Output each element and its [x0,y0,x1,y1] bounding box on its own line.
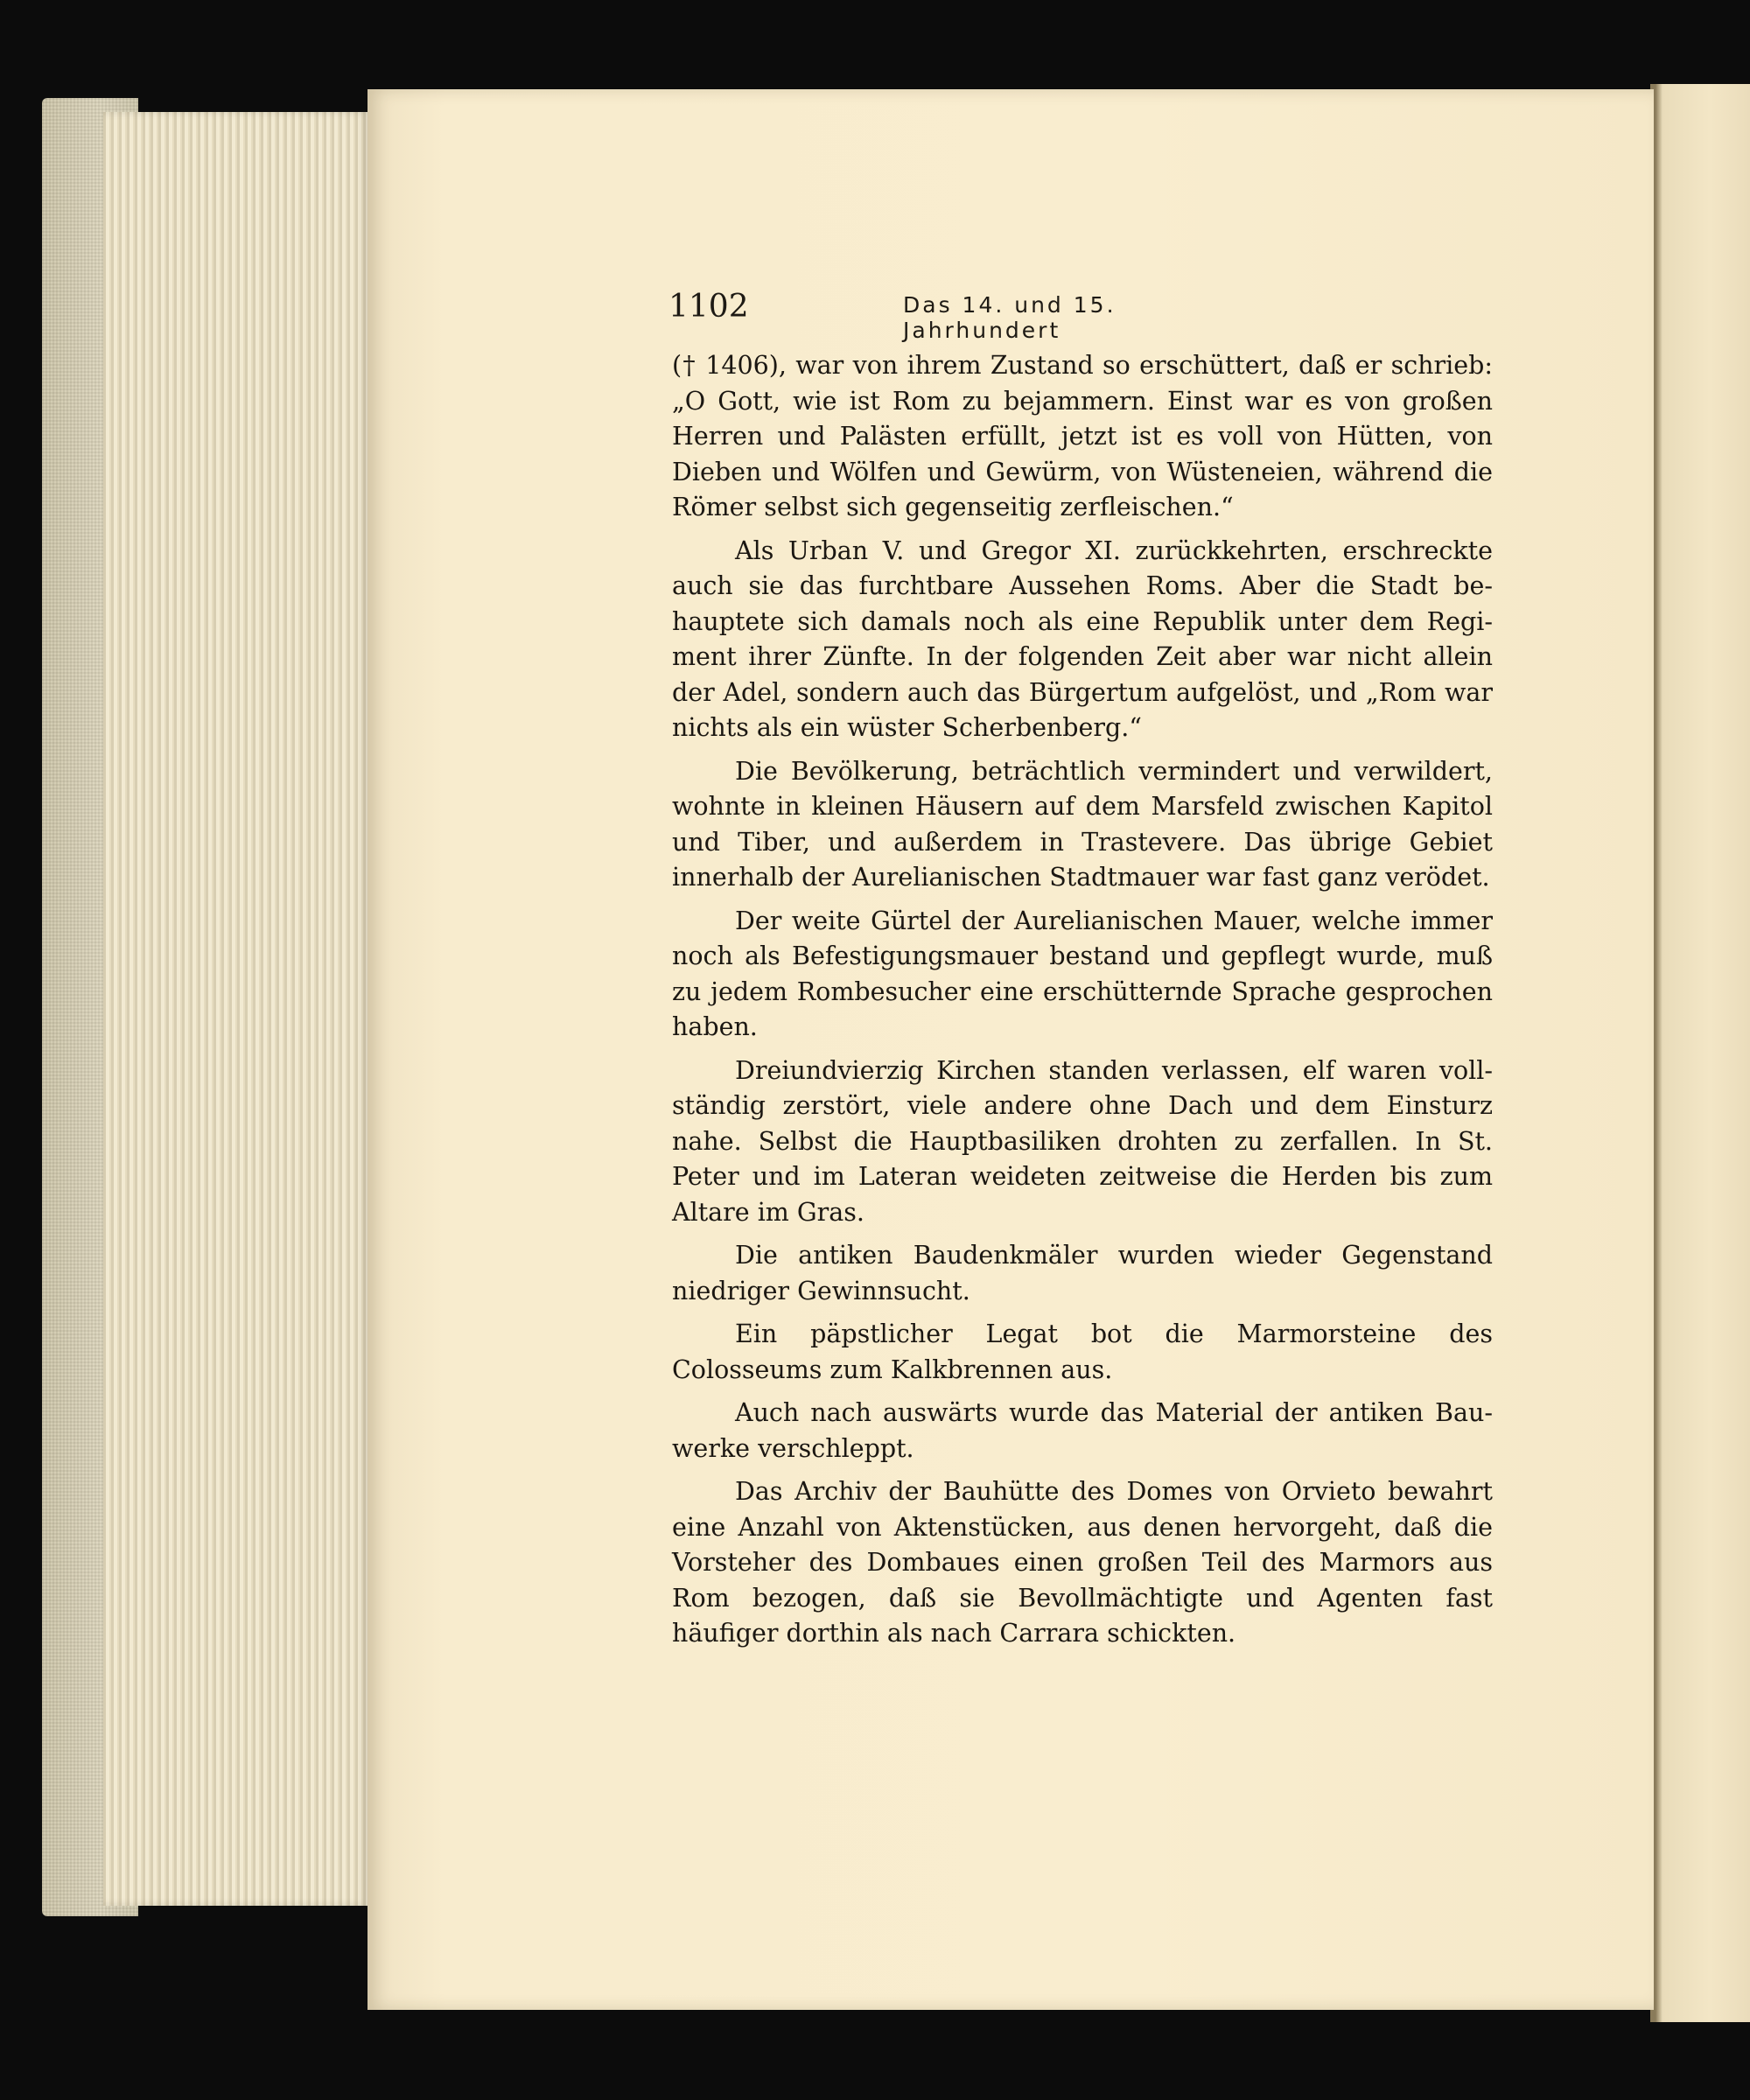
paragraph-4: Der weite Gürtel der Aurelianischen Mauer, welche immer noch als Befestigungsmauer bestand und gepflegt wurde, muß zu jedem Rombesucher eine erschütternde Sprache gesprochen haben. [672,906,1493,1041]
paragraph-6: Die antiken Baudenkmäler wurden wieder Gegenstand niedriger Gewinnsucht. [672,1241,1493,1306]
page-edges [103,112,369,1906]
paragraph-7: Ein päpstlicher Legat bot die Marmorsteine des Colosseums zum Kalkbrennen aus. [672,1320,1493,1384]
page-header [668,289,1272,341]
paragraph-3: Die Bevölkerung, beträchtlich vermindert und verwildert, wohnte in kleinen Häusern auf dem Marsfeld zwischen Kapitol und Tiber, und außerdem in Trastevere. Das übrige Gebiet innerhalb der Aurelianischen Stadtmauer war fast ganz verödet. [672,756,1493,892]
next-page-edge [1650,84,1750,2022]
page-number: 1102 [668,289,749,325]
paragraph-8: Auch nach auswärts wurde das Material der antiken Bauwerke verschleppt. [672,1398,1493,1463]
body-text [672,348,1493,1660]
running-head: Das 14. und 15. Jahrhundert [903,292,1116,343]
paragraph-2: Als Urban V. und Gregor XI. zurückkehrten, erschreckte auch sie das furchtbare Aussehen Roms. Aber die Stadt behauptete sich damals noch als eine Republik unter dem Regiment ihrer Zünfte. In der folgenden Zeit aber war nicht allein der Adel, sondern auch das Bürgertum aufgelöst, und „Rom war nichts als ein wüster Scherbenberg.“ [672,536,1493,742]
paragraph-9: Das Archiv der Bauhütte des Domes von Orvieto bewahrt eine Anzahl von Aktenstücken, aus denen hervorgeht, daß die Vorsteher des Dombaues einen großen Teil des Marmors aus Rom bezogen, daß sie Bevollmächtigte und Agenten fast häufiger dorthin als nach Carrara schickten. [672,1477,1493,1648]
paragraph-5: Dreiundvierzig Kirchen standen verlassen, elf waren vollständig zerstört, viele andere ohne Dach und dem Einsturz nahe. Selbst die Hauptbasiliken drohten zu zerfallen. In St. Peter und im Lateran weideten zeitweise die Herden bis zum Altare im Gras. [672,1055,1493,1227]
paragraph-1: († 1406), war von ihrem Zustand so erschüttert, daß er schrieb: „O Gott, wie ist Rom zu bejammern. Einst war es von großen Herren und Palästen erfüllt, jetzt ist es voll von Hütten, von Dieben und Wölfen und Gewürm, von Wüsteneien, während die Römer selbst sich gegenseitig zerfleischen.“ [672,351,1493,522]
